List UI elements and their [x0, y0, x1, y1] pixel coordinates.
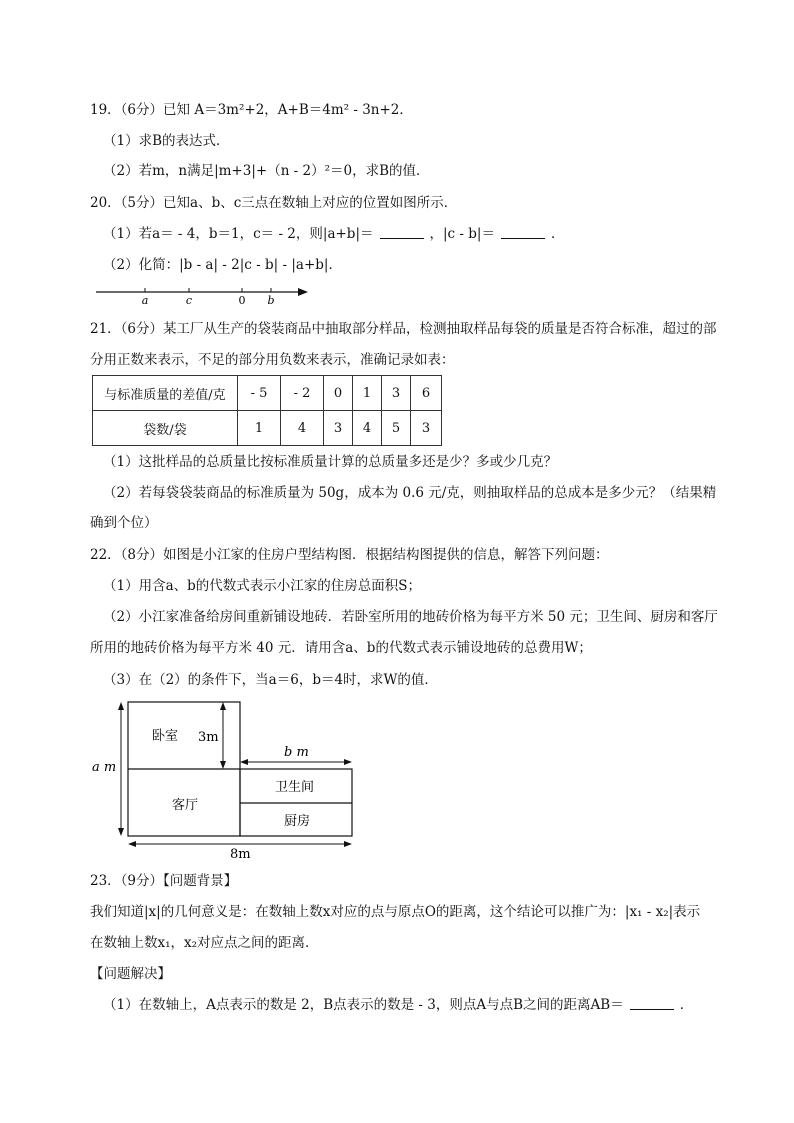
- q19-head: 19．（6分）已知: [90, 102, 191, 118]
- floor-plan-diagram: [88, 696, 368, 866]
- table-cell: 1: [353, 376, 382, 411]
- answer-blank[interactable]: [380, 226, 424, 239]
- width-arrow-right: [344, 841, 352, 847]
- q19-part2: （2）若m，n满足|m+3|+（n - 2）²＝0，求B的值．: [103, 163, 430, 179]
- a-arrow-down: [118, 828, 124, 836]
- width-dim-label: 8m: [230, 847, 251, 862]
- q23-head: 23．（9分）【问题背景】: [90, 873, 238, 889]
- table-row: [93, 411, 442, 446]
- bed-arrow-up: [220, 702, 226, 710]
- label-a: a: [141, 294, 149, 307]
- q23-paragraph2: 在数轴上数x₁，x₂对应点之间的距离．: [90, 935, 319, 951]
- table-header-cell: 袋数/袋: [93, 411, 238, 446]
- table-cell: 3: [324, 411, 353, 446]
- q20-part1-mid: ，|c - b|＝: [429, 226, 495, 242]
- table-cell: 5: [382, 411, 411, 446]
- a-arrow-up: [118, 702, 124, 710]
- q22-part1: （1）用含a、b的代数式表示小江家的住房总面积S；: [103, 578, 422, 594]
- q22-part2b: 所用的地砖价格为每平方米 40 元．请用含a、b的代数式表示铺设地砖的总费用W；: [90, 640, 592, 656]
- q23-paragraph1: 我们知道|x|的几何意义是：在数轴上数x对应的点与原点O的距离，这个结论可以推广为：|x₁ - x₂|表示: [90, 904, 701, 920]
- bed-dim-label: 3m: [198, 730, 219, 745]
- q20-head: 20．（5分）已知a、b、c三点在数轴上对应的位置如图所示．: [90, 195, 458, 211]
- bedroom-label: 卧室: [152, 729, 179, 744]
- b-arrow-left: [240, 759, 248, 765]
- q20-part1: [103, 225, 564, 243]
- a-dim-label: a m: [92, 760, 117, 775]
- table-cell: 3: [382, 376, 411, 411]
- table-cell: 0: [324, 376, 353, 411]
- table-cell: 6: [411, 376, 442, 411]
- q19-formula: A＝3m²+2，A+B＝4m² - 3n+2．: [194, 102, 413, 118]
- living-room-label: 客厅: [172, 798, 199, 813]
- number-line: [90, 282, 320, 308]
- q22-part2a: （2）小江家准备给房间重新铺设地砖．若卧室所用的地砖价格为每平方米 50 元；卫生间、厨房和客厅: [103, 609, 718, 625]
- kitchen-label: 厨房: [284, 814, 311, 829]
- table-cell: - 5: [238, 376, 281, 411]
- table-cell: 1: [238, 411, 281, 446]
- table-cell: - 2: [281, 376, 324, 411]
- q19-part1: （1）求B的表达式．: [103, 133, 230, 149]
- label-b: b: [267, 294, 275, 307]
- q19-line: [90, 101, 413, 119]
- q23-part1-end: ．: [679, 997, 694, 1013]
- b-dim-label: b m: [284, 745, 309, 760]
- table-cell: 3: [411, 411, 442, 446]
- table-cell: 4: [353, 411, 382, 446]
- label-c: c: [185, 294, 193, 307]
- label-0: 0: [238, 294, 246, 307]
- q22-head: 22．（8分）如图是小江家的住房户型结构图．根据结构图提供的信息，解答下列问题：: [90, 547, 609, 563]
- b-arrow-right: [344, 759, 352, 765]
- table-row: [93, 376, 442, 411]
- deviation-table: [92, 375, 442, 446]
- answer-blank[interactable]: [501, 226, 545, 239]
- q21-line1: 21．（6分）某工厂从生产的袋装商品中抽取部分样品，检测抽取样品每袋的质量是否符合标准，超过的部: [90, 321, 717, 337]
- q21-line2: 分用正数来表示，不足的部分用负数来表示，准确记录如表：: [90, 352, 455, 368]
- q21-part2a: （2）若每袋袋装商品的标准质量为 50g，成本为 0.6 元/克，则抽取样品的总成本是多少元？（结果精: [103, 485, 717, 501]
- q21-part2b: 确到个位）: [90, 515, 158, 531]
- q21-part1: （1）这批样品的总质量比按标准质量计算的总质量多还是少？多或少几克？: [103, 454, 558, 470]
- table-header-cell: 与标准质量的差值/克: [93, 376, 238, 411]
- answer-blank[interactable]: [630, 997, 674, 1010]
- q20-part2: （2）化简：|b - a| - 2|c - b| - |a+b|．: [103, 257, 342, 273]
- q23-part1-pre: （1）在数轴上，A点表示的数是 2，B点表示的数是 - 3，则点A与点B之间的距离AB＝: [103, 997, 624, 1013]
- bathroom-label: 卫生间: [275, 780, 315, 795]
- q23-part1: [103, 996, 693, 1014]
- table-cell: 4: [281, 411, 324, 446]
- number-line-arrow: [298, 288, 308, 296]
- q20-part1-pre: （1）若a＝ - 4，b＝1，c＝ - 2，则|a+b|＝: [103, 226, 374, 242]
- q22-part3: （3）在（2）的条件下，当a＝6，b＝4时，求W的值．: [103, 672, 438, 688]
- width-arrow-left: [128, 841, 136, 847]
- bed-arrow-down: [220, 761, 226, 769]
- q23-subheading: 【问题解决】: [90, 966, 171, 982]
- q20-part1-end: ．: [550, 226, 565, 242]
